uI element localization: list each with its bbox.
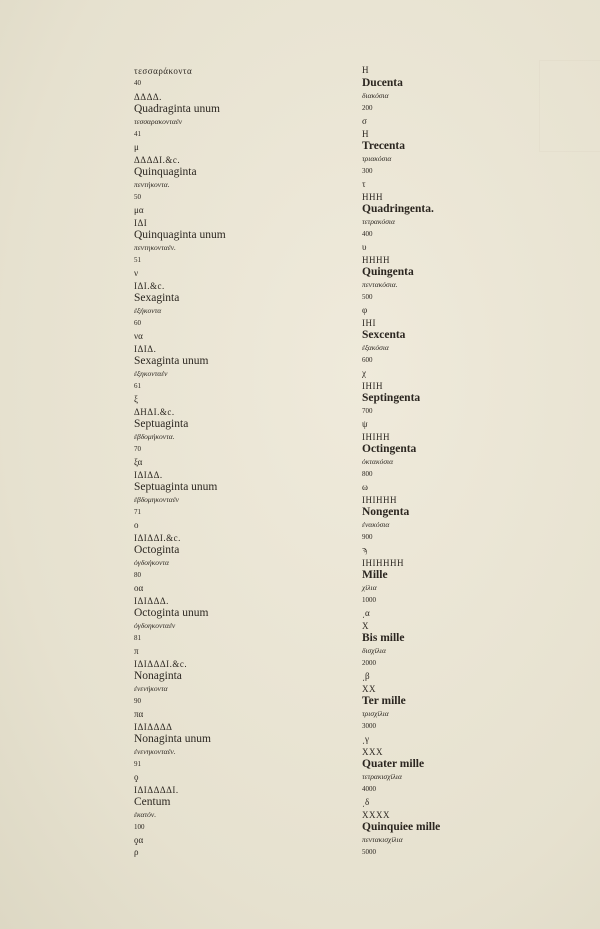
numeral-entry — [362, 243, 562, 306]
entry-greek: ὀκτακόσια — [362, 457, 394, 466]
numeral-entry — [362, 609, 562, 672]
numeral-entry — [362, 66, 562, 117]
entry-marker: ͵δ — [362, 797, 370, 807]
entry-num: 4000 — [362, 785, 376, 793]
entry-marker: οα — [134, 583, 144, 593]
entry-num: 300 — [362, 167, 373, 175]
entry-num: 90 — [134, 697, 141, 705]
entry-num: 3000 — [362, 722, 376, 730]
entry-glyph: ΙΗΙ — [362, 318, 376, 328]
entry-marker: μ — [134, 142, 139, 152]
entry-num: 200 — [362, 104, 373, 112]
entry-num: 400 — [362, 230, 373, 238]
numeral-entry — [134, 66, 334, 92]
entry-marker: ν — [134, 268, 139, 278]
entry-marker: ϡ — [362, 545, 367, 555]
entry-num: 600 — [362, 356, 373, 364]
entry-latin: Quinquaginta — [134, 166, 197, 178]
entry-num: 91 — [134, 760, 141, 768]
entry-latin: Trecenta — [362, 140, 406, 152]
numeral-entry — [134, 218, 334, 281]
entry-marker: μα — [134, 205, 144, 215]
entry-greek: τρισχίλια — [362, 709, 389, 718]
numeral-entry — [134, 407, 334, 470]
numeral-entry — [134, 281, 334, 344]
entry-greek: χίλια — [362, 583, 377, 592]
entry-marker: ͵β — [362, 671, 370, 681]
entry-marker: ξ — [134, 394, 139, 404]
entry-latin: Nonaginta — [134, 670, 182, 682]
numeral-entry — [134, 92, 334, 155]
entry-greek: πεντηκονταέν. — [134, 243, 176, 252]
entry-num: 80 — [134, 571, 141, 579]
entry-num: 70 — [134, 445, 141, 453]
entry-latin: Ducenta — [362, 77, 403, 89]
numeral-entry — [134, 659, 334, 722]
numeral-entry — [362, 180, 562, 243]
entry-num: 61 — [134, 382, 141, 390]
entry-glyph: Η — [362, 129, 369, 139]
entry-num: 5000 — [362, 848, 376, 856]
entry-glyph: ΔΗΔΙ.&c. — [134, 407, 175, 417]
entry-num: 1000 — [362, 596, 376, 604]
entry-greek: πεντακισχίλια — [362, 835, 403, 844]
entry-latin: Sexaginta — [134, 292, 180, 304]
entry-marker: ψ — [362, 419, 368, 429]
entry-num: 900 — [362, 533, 373, 541]
entry-glyph: ΙΔΙΔΔ. — [134, 470, 163, 480]
entry-latin: Octingenta — [362, 443, 417, 455]
entry-glyph: ΙΔΙΔ. — [134, 344, 157, 354]
numeral-entry — [362, 306, 562, 369]
entry-glyph: ΙΔΙΔΔΔΔΙ. — [134, 785, 179, 795]
entry-greek: ἑξήκοντα — [134, 306, 162, 315]
entry-greek: πεντήκοντα. — [134, 180, 170, 189]
entry-marker: ͵α — [362, 608, 370, 618]
entry-marker: π — [134, 646, 139, 656]
entry-greek: ἑβδομηκονταέν — [134, 495, 179, 504]
entry-greek: πεντακόσια. — [362, 280, 398, 289]
entry-glyph: τεσσαράκοντα — [134, 66, 193, 76]
entry-greek: ἑβδομήκοντα. — [134, 432, 175, 441]
entry-latin: Mille — [362, 569, 388, 581]
entry-glyph: ΧΧ — [362, 684, 376, 694]
numeral-entry — [362, 546, 562, 609]
entry-latin: Sexcenta — [362, 329, 406, 341]
entry-marker: τ — [362, 179, 366, 189]
numeral-entry — [134, 848, 334, 860]
numeral-entry — [362, 369, 562, 420]
entry-latin: Centum — [134, 796, 171, 808]
right-numeral-column — [362, 66, 562, 861]
numeral-entry — [134, 470, 334, 533]
numeral-entry — [134, 155, 334, 218]
entry-glyph: ΗΗΗΗ — [362, 255, 390, 265]
entry-greek: δισχίλια — [362, 646, 386, 655]
entry-greek: ἑξηκονταέν — [134, 369, 168, 378]
entry-glyph: ΔΔΔΔΙ.&c. — [134, 155, 181, 165]
entry-glyph: ΙΗΙΗ — [362, 381, 383, 391]
numeral-entry — [362, 420, 562, 483]
entry-latin: Nonaginta unum — [134, 733, 211, 745]
entry-glyph: ΔΔΔΔ. — [134, 92, 162, 102]
entry-greek: τετρακόσια — [362, 217, 395, 226]
entry-greek: διακόσια — [362, 91, 389, 100]
entry-latin: Nongenta — [362, 506, 410, 518]
numeral-entry — [362, 798, 562, 861]
entry-num: 500 — [362, 293, 373, 301]
entry-greek: τριακόσια — [362, 154, 392, 163]
entry-marker: φ — [362, 305, 368, 315]
entry-glyph: Χ — [362, 621, 369, 631]
entry-latin: Quinquaginta unum — [134, 229, 226, 241]
left-numeral-column — [134, 66, 334, 860]
entry-glyph: ΧΧΧ — [362, 747, 383, 757]
numeral-entry — [362, 735, 562, 798]
entry-marker: να — [134, 331, 143, 341]
entry-glyph: ΧΧΧΧ — [362, 810, 390, 820]
entry-num: 700 — [362, 407, 373, 415]
entry-glyph: ΙΔΙΔΔΙ.&c. — [134, 533, 181, 543]
entry-marker: ϙ — [134, 772, 139, 782]
entry-marker: ο — [134, 520, 139, 530]
entry-greek: τετρακισχίλια — [362, 772, 402, 781]
entry-marker: Η — [362, 65, 369, 75]
entry-glyph: ΙΗΙΗΗΗ — [362, 495, 397, 505]
entry-glyph: ΙΗΙΗΗΗΗ — [362, 558, 404, 568]
entry-glyph: ΙΔΙΔΔΔ. — [134, 596, 169, 606]
entry-marker: πα — [134, 709, 144, 719]
entry-greek: ἐνενήκοντα — [134, 684, 168, 693]
entry-marker: ϙα — [134, 835, 144, 845]
entry-latin: Quinquiee mille — [362, 821, 441, 833]
entry-glyph: ΙΔΙ — [134, 218, 148, 228]
entry-marker: υ — [362, 242, 367, 252]
entry-greek: ἐνακόσια — [362, 520, 390, 529]
entry-latin: Septuaginta — [134, 418, 189, 430]
entry-latin: Quater mille — [362, 758, 425, 770]
entry-latin: Septuaginta unum — [134, 481, 218, 493]
entry-glyph: ΗΗΗ — [362, 192, 383, 202]
entry-latin: Septingenta — [362, 392, 421, 404]
entry-num: 50 — [134, 193, 141, 201]
entry-glyph: ΙΗΙΗΗ — [362, 432, 390, 442]
entry-glyph: ΙΔΙ.&c. — [134, 281, 165, 291]
entry-num: 71 — [134, 508, 141, 516]
entry-latin: Octoginta — [134, 544, 180, 556]
entry-marker: ρ — [134, 847, 139, 857]
numeral-entry — [134, 596, 334, 659]
entry-glyph: ΙΔΙΔΔΔΔ — [134, 722, 173, 732]
entry-num: 800 — [362, 470, 373, 478]
entry-num: 2000 — [362, 659, 376, 667]
entry-marker: ξα — [134, 457, 143, 467]
entry-greek: ἐνενηκονταέν. — [134, 747, 176, 756]
entry-latin: Quadraginta unum — [134, 103, 220, 115]
entry-num: 100 — [134, 823, 145, 831]
entry-latin: Quadringenta. — [362, 203, 434, 215]
numeral-entry — [134, 533, 334, 596]
numeral-entry — [134, 722, 334, 785]
entry-marker: ω — [362, 482, 368, 492]
entry-marker: σ — [362, 116, 367, 126]
entry-latin: Bis mille — [362, 632, 405, 644]
entry-greek: ὀγδοηκονταέν — [134, 621, 176, 630]
entry-marker: χ — [362, 368, 366, 378]
entry-greek: ἑκατόν. — [134, 810, 157, 819]
numeral-entry — [134, 344, 334, 407]
entry-num: 81 — [134, 634, 141, 642]
entry-latin: Octoginta unum — [134, 607, 209, 619]
entry-glyph: ΙΔΙΔΔΔΙ.&c. — [134, 659, 188, 669]
numeral-entry — [362, 672, 562, 735]
entry-latin: Sexaginta unum — [134, 355, 209, 367]
entry-greek: ἑξακόσια — [362, 343, 389, 352]
numeral-entry — [134, 785, 334, 848]
entry-latin: Ter mille — [362, 695, 406, 707]
entry-num: 60 — [134, 319, 141, 327]
entry-marker: ͵γ — [362, 734, 369, 744]
entry-num: 41 — [134, 130, 141, 138]
numeral-entry — [362, 483, 562, 546]
entry-latin: Quingenta — [362, 266, 414, 278]
numeral-entry — [362, 117, 562, 180]
entry-num: 51 — [134, 256, 141, 264]
entry-greek: τεσσαρακονταέν — [134, 117, 183, 126]
entry-greek: ὀγδοήκοντα — [134, 558, 169, 567]
entry-num: 40 — [134, 79, 141, 87]
